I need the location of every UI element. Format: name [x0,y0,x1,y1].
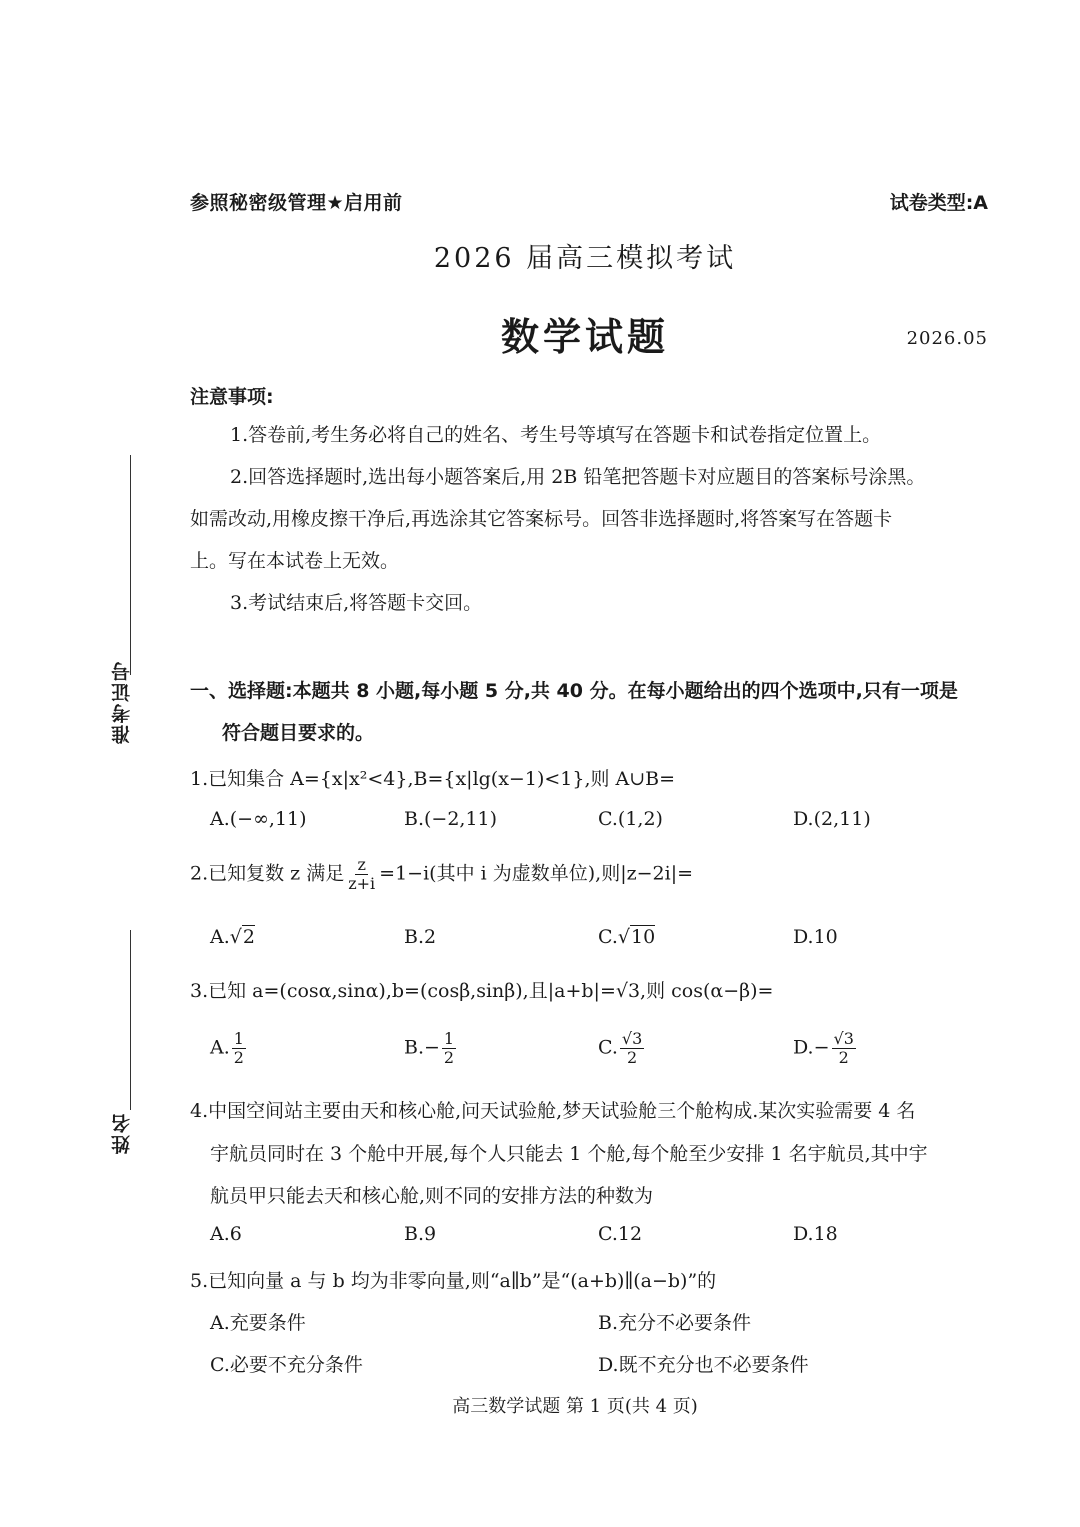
exam-date: 2026.05 [906,328,988,349]
q2-c-radicand: 10 [631,926,656,948]
q2-a-radicand: 2 [242,926,255,948]
exam-title: 2026 届高三模拟考试 [433,243,737,274]
q3-option-d: D.− $\frac{√3}{2}$ [793,1029,854,1067]
q5-option-c: C.必要不充分条件 [210,1354,363,1376]
section-heading [190,670,990,754]
notice-item: 上。写在本试卷上无效。 [190,550,400,572]
q2-fraction [346,856,377,893]
q2-option-b: B.2 [404,926,437,948]
name-label: 姓名 [111,1112,133,1154]
notice-item: 1.答卷前,考生务必将自己的姓名、考生号等填写在答题卡和试卷指定位置上。 [230,424,882,446]
q3-option-a: A. $\frac{1}{2}$ [210,1029,244,1067]
exam-no-line [130,455,131,675]
q2-stem-post: =1−i(其中 i 为虚数单位),则|z−2i|= [379,862,694,885]
notice-item: 2.回答选择题时,选出每小题答案后,用 2B 铅笔把答题卡对应题目的答案标号涂黑。 [230,466,926,488]
q4-option-d: D.18 [793,1223,838,1245]
q2-option-a: A.√2 [210,926,255,948]
q5-option-d: D.既不充分也不必要条件 [598,1354,809,1376]
q2-stem-pre: 2.已知复数 z 满足 [190,862,345,885]
q5-option-b: B.充分不必要条件 [598,1312,752,1334]
q1-option-d: D.(2,11) [793,808,871,830]
q5-option-a: A.充要条件 [210,1312,306,1334]
subject-title: 数学试题 [500,315,669,359]
q1-option-a: A.(−∞,11) [210,808,307,830]
q4-option-c: C.12 [598,1223,643,1245]
confidentiality-label: 参照秘密级管理★启用前 [190,192,403,214]
q4-option-b: B.9 [404,1223,437,1245]
notice-list [190,414,990,624]
name-line [130,930,131,1110]
q3-option-b: B.− $\frac{1}{2}$ [404,1029,455,1067]
q2-frac-den: z+i [348,874,376,893]
question-4-line: 4.中国空间站主要由天和核心舱,问天试验舱,梦天试验舱三个舱构成.某次实验需要 4 名 [190,1100,916,1122]
question-2-stem [190,856,693,893]
question-4-line: 宇航员同时在 3 个舱中开展,每个人只能去 1 个舱,每个舱至少安排 1 名宇航员,其中宇 [210,1143,928,1165]
q2-frac-num: z [357,855,366,874]
q2-option-c: C.√10 [598,926,656,948]
notice-item: 3.考试结束后,将答题卡交回。 [230,592,483,614]
q4-option-a: A.6 [210,1223,242,1245]
question-4-line: 航员甲只能去天和核心舱,则不同的安排方法的种数为 [210,1185,654,1207]
question-3-stem: 3.已知 a=(cosα,sinα),b=(cosβ,sinβ),且|a+b|=√3,则 cos(α−β)= [190,980,774,1002]
section-line: 符合题目要求的。 [222,722,375,744]
section-line: 一、选择题:本题共 8 小题,每小题 5 分,共 40 分。在每小题给出的四个选项中,只有一项是 [190,680,958,702]
notice-item: 如需改动,用橡皮擦干净后,再选涂其它答案标号。回答非选择题时,将答案写在答题卡 [190,508,893,530]
notice-heading: 注意事项: [190,386,274,408]
q1-option-c: C.(1,2) [598,808,663,830]
question-5-stem: 5.已知向量 a 与 b 均为非零向量,则“a∥b”是“(a+b)∥(a−b)”的 [190,1270,717,1292]
question-1-stem: 1.已知集合 A={x|x²<4},B={x|lg(x−1)<1},则 A∪B= [190,768,676,790]
exam-no-label: 准考证号 [111,660,133,744]
paper-type: 试卷类型:A [889,192,988,214]
q1-option-b: B.(−2,11) [404,808,498,830]
q3-option-c: C. $\frac{√3}{2}$ [598,1029,643,1067]
page-footer: 高三数学试题 第 1 页(共 4 页) [452,1396,698,1417]
q2-option-d: D.10 [793,926,838,948]
